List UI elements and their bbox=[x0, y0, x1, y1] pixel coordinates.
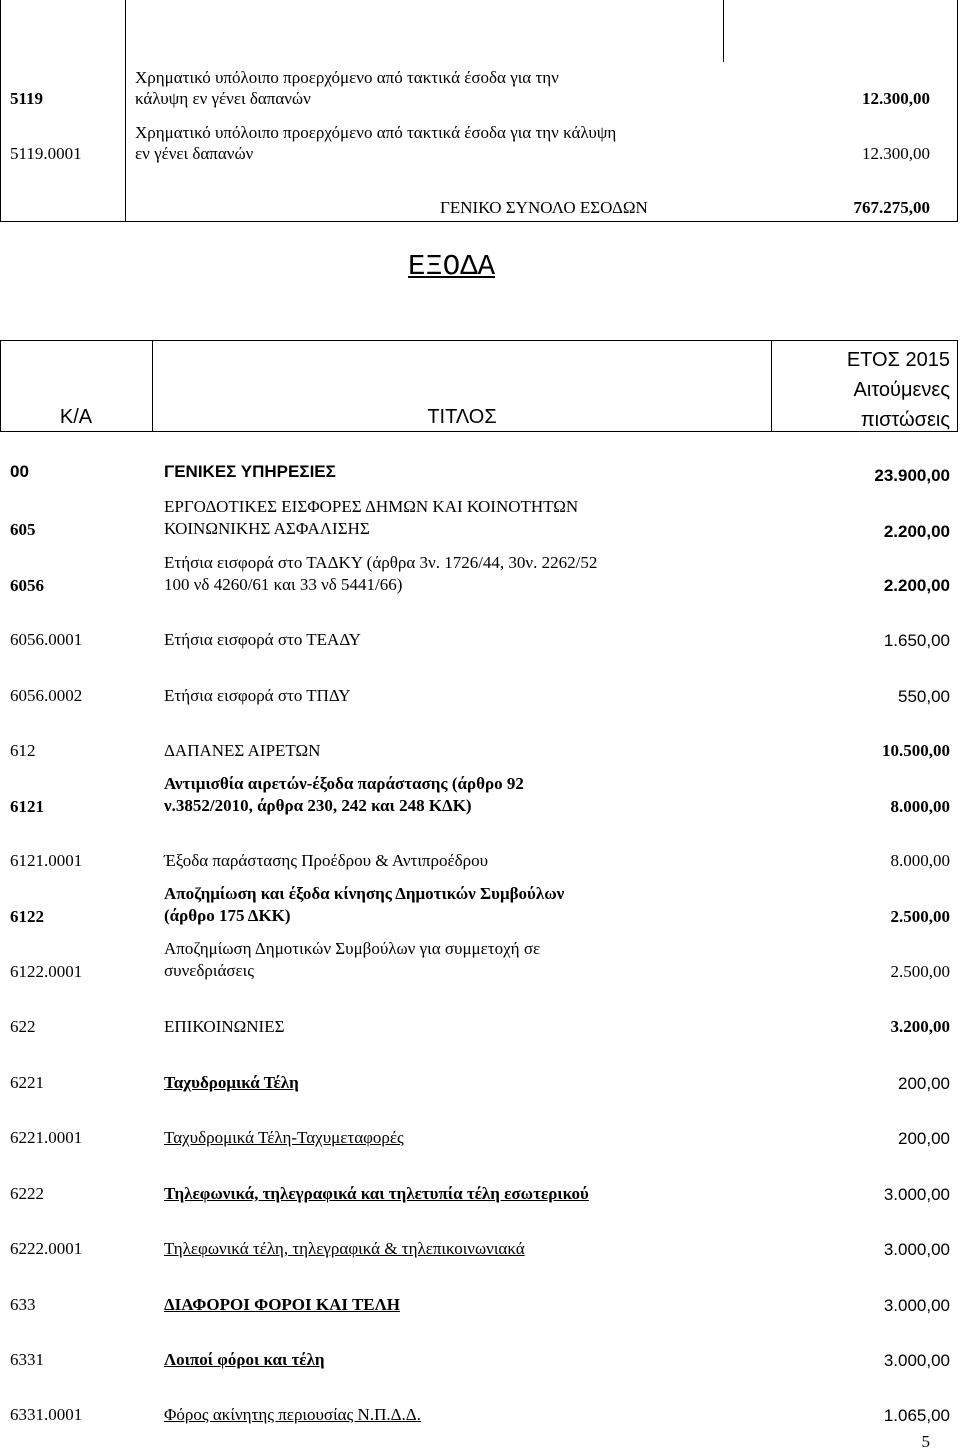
header-year-line: ΕΤΟΣ 2015 bbox=[846, 349, 950, 371]
row-code: 6121.0001 bbox=[10, 851, 83, 870]
revenue-row-title-line: κάλυψη εν γένει δαπανών bbox=[135, 89, 311, 108]
revenue-total-label: ΓΕΝΙΚΟ ΣΥΝΟΛΟ ΕΣΟΔΩΝ bbox=[440, 198, 648, 217]
row-amount: 1.065,00 bbox=[883, 1406, 950, 1425]
revenue-row-code: 5119 bbox=[10, 89, 44, 108]
row-title-line: ΚΟΙΝΩΝΙΚΗΣ ΑΣΦΑΛΙΣΗΣ bbox=[164, 519, 370, 538]
row-amount: 2.500,00 bbox=[890, 962, 950, 981]
row-amount: 3.200,00 bbox=[890, 1017, 950, 1036]
row-title-line: Ετήσια εισφορά στο ΤΑΔΚΥ (άρθρα 3ν. 1726/44, 30ν. 2262/52 bbox=[164, 553, 598, 572]
row-title: Ταχυδρομικά Τέλη bbox=[164, 1073, 299, 1092]
row-amount: 200,00 bbox=[898, 1074, 950, 1093]
row-title: Ταχυδρομικά Τέλη-Ταχυμεταφορές bbox=[164, 1128, 404, 1147]
row-code: 622 bbox=[10, 1017, 36, 1036]
revenue-row-title-line: Χρηματικό υπόλοιπο προερχόμενο από τακτικά έσοδα για την bbox=[135, 68, 559, 87]
row-title: Λοιποί φόροι και τέλη bbox=[164, 1350, 325, 1369]
row-amount: 23.900,00 bbox=[874, 466, 950, 485]
row-code: 612 bbox=[10, 741, 36, 760]
row-amount: 3.000,00 bbox=[883, 1240, 950, 1259]
row-code: 6056.0002 bbox=[10, 686, 83, 705]
row-amount: 8.000,00 bbox=[890, 851, 950, 870]
row-code: 6121 bbox=[10, 797, 44, 816]
row-amount: 550,00 bbox=[898, 687, 950, 706]
row-title-line: Αποζημίωση Δημοτικών Συμβούλων για συμμετοχή σε bbox=[164, 939, 541, 958]
header-year-line: Αιτούμενες bbox=[853, 379, 950, 401]
row-amount: 200,00 bbox=[898, 1129, 950, 1148]
row-code: 6221.0001 bbox=[10, 1128, 83, 1147]
header-title: ΤΙΤΛΟΣ bbox=[427, 406, 497, 428]
row-code: 6331 bbox=[10, 1350, 44, 1369]
row-title: Ετήσια εισφορά στο ΤΕΑΔΥ bbox=[164, 630, 361, 649]
row-title: Τηλεφωνικά τέλη, τηλεγραφικά & τηλεπικοινωνιακά bbox=[164, 1239, 525, 1258]
revenue-total-amount: 767.275,00 bbox=[853, 198, 930, 217]
row-title-line: (άρθρο 175 ΔΚΚ) bbox=[164, 906, 291, 925]
header-code: Κ/Α bbox=[59, 406, 93, 428]
row-code: 6222.0001 bbox=[10, 1239, 83, 1258]
header-year bbox=[772, 345, 950, 435]
row-amount: 10.500,00 bbox=[882, 741, 950, 760]
revenue-row-code: 5119.0001 bbox=[10, 144, 82, 163]
row-code: 6122 bbox=[10, 907, 44, 926]
revenue-row-title-line: εν γένει δαπανών bbox=[135, 144, 254, 163]
row-amount: 1.650,00 bbox=[883, 631, 950, 650]
row-code: 00 bbox=[10, 462, 29, 481]
row-amount: 2.500,00 bbox=[890, 907, 950, 926]
section-title: ΕΞΟΔΑ bbox=[408, 250, 496, 283]
row-amount: 8.000,00 bbox=[890, 797, 950, 816]
row-code: 6056.0001 bbox=[10, 630, 83, 649]
row-code: 6122.0001 bbox=[10, 962, 83, 981]
row-amount: 2.200,00 bbox=[883, 522, 950, 541]
row-title: Ετήσια εισφορά στο ΤΠΔΥ bbox=[164, 686, 351, 705]
row-title-line: συνεδριάσεις bbox=[164, 961, 254, 980]
revenue-row-amount: 12.300,00 bbox=[862, 144, 930, 163]
row-title-line: Αποζημίωση και έξοδα κίνησης Δημοτικών Συμβούλων bbox=[164, 884, 565, 903]
row-code: 6056 bbox=[10, 576, 44, 595]
row-title: ΓΕΝΙΚΕΣ ΥΠΗΡΕΣΙΕΣ bbox=[164, 462, 336, 481]
row-title: ΔΑΠΑΝΕΣ ΑΙΡΕΤΩΝ bbox=[164, 741, 321, 760]
row-code: 633 bbox=[10, 1295, 36, 1314]
row-title: ΕΠΙΚΟΙΝΩΝΙΕΣ bbox=[164, 1017, 285, 1036]
row-title-line: 100 νδ 4260/61 και 33 νδ 5441/66) bbox=[164, 575, 403, 594]
row-amount: 2.200,00 bbox=[883, 576, 950, 595]
row-amount: 3.000,00 bbox=[883, 1351, 950, 1370]
page-number: 5 bbox=[921, 1432, 930, 1451]
row-code: 605 bbox=[10, 520, 36, 539]
row-title-line: ΕΡΓΟΔΟΤΙΚΕΣ ΕΙΣΦΟΡΕΣ ΔΗΜΩΝ ΚΑΙ ΚΟΙΝΟΤΗΤΩΝ bbox=[164, 497, 579, 516]
row-title: Έξοδα παράστασης Προέδρου & Αντιπροέδρου bbox=[164, 851, 489, 870]
row-code: 6222 bbox=[10, 1184, 44, 1203]
row-code: 6331.0001 bbox=[10, 1405, 83, 1424]
row-title: ΔΙΑΦΟΡΟΙ ΦΟΡΟΙ ΚΑΙ ΤΕΛΗ bbox=[164, 1295, 401, 1314]
row-title-line: Αντιμισθία αιρετών-έξοδα παράστασης (άρθρο 92 bbox=[164, 774, 524, 793]
row-amount: 3.000,00 bbox=[883, 1185, 950, 1204]
header-year-line: πιστώσεις bbox=[860, 409, 950, 431]
row-title: Φόρος ακίνητης περιουσίας Ν.Π.Δ.Δ. bbox=[164, 1405, 421, 1424]
revenue-row-amount: 12.300,00 bbox=[862, 89, 930, 108]
revenue-row-title-line: Χρηματικό υπόλοιπο προερχόμενο από τακτικά έσοδα για την κάλυψη bbox=[135, 123, 617, 142]
row-title-line: ν.3852/2010, άρθρα 230, 242 και 248 ΚΔΚ) bbox=[164, 796, 472, 815]
row-code: 6221 bbox=[10, 1073, 44, 1092]
row-title: Τηλεφωνικά, τηλεγραφικά και τηλετυπία τέλη εσωτερικού bbox=[164, 1184, 589, 1203]
row-amount: 3.000,00 bbox=[883, 1296, 950, 1315]
